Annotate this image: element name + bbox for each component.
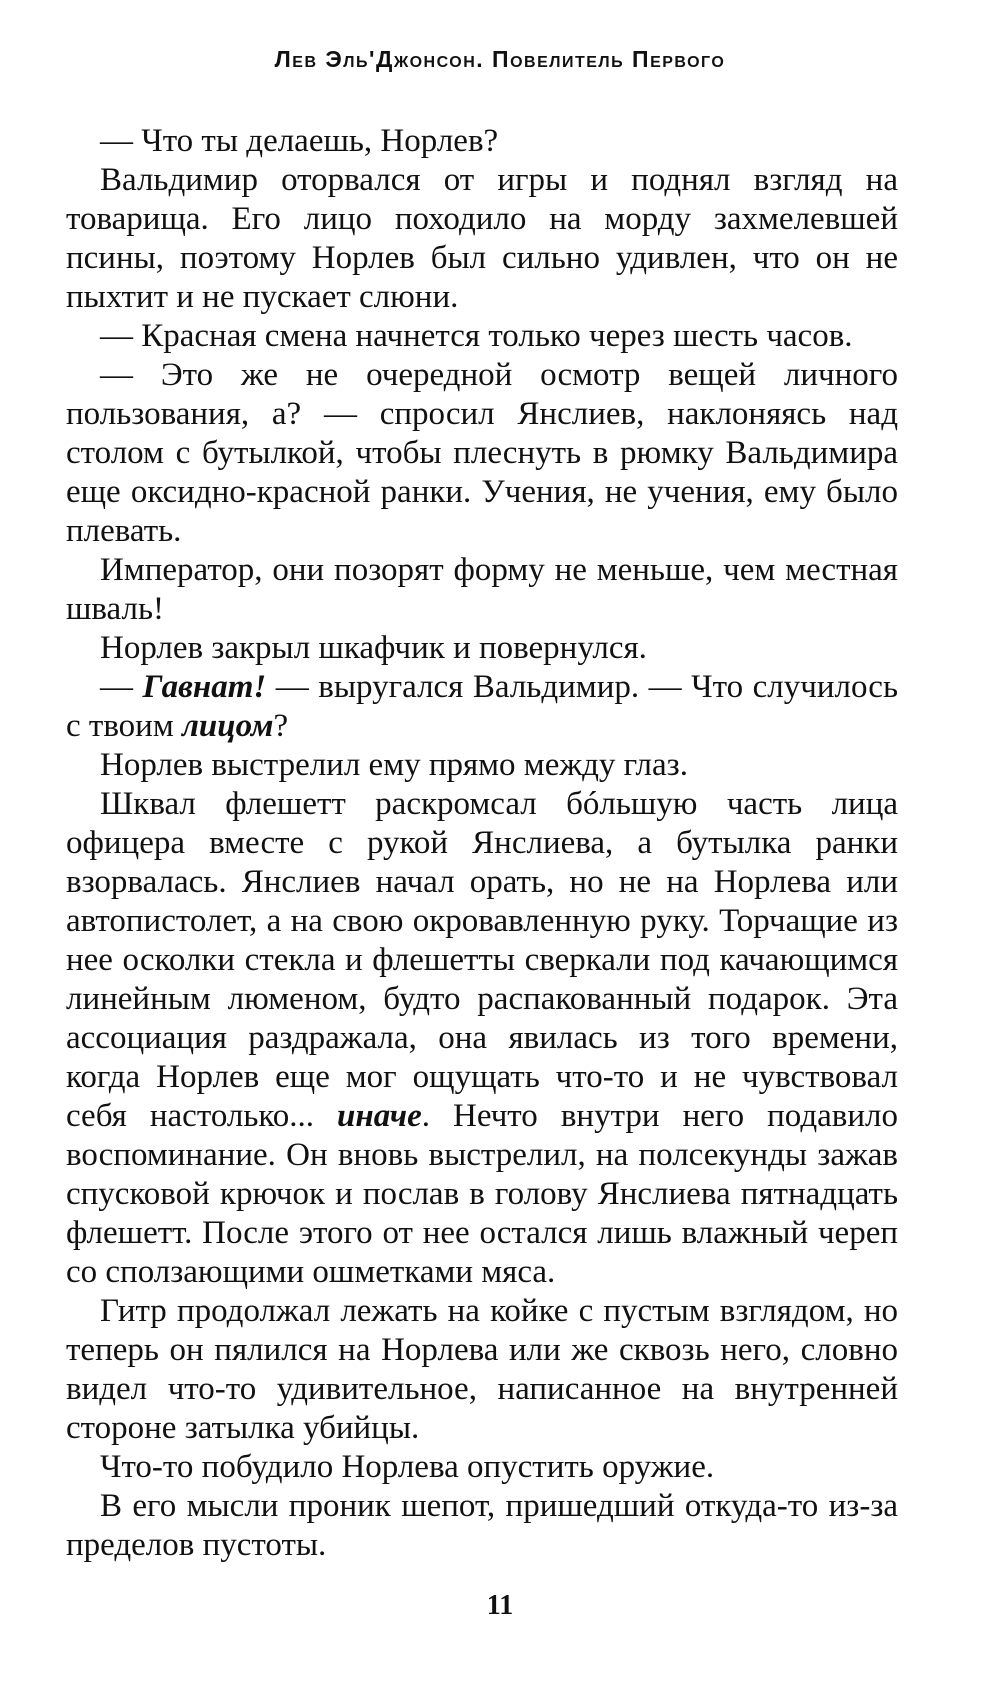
paragraph: Норлев закрыл шкафчик и повернулся. bbox=[100, 630, 647, 666]
paragraph: Император, они позорят форму не меньше, чем местная шваль! bbox=[66, 552, 898, 627]
paragraph: Вальдимир оторвался от игры и поднял взгляд на товарища. Его лицо походило на морду захмелевшей псины, поэтому Норлев был сильно удивлен, что он не пыхтит и не пускает слюни. bbox=[66, 162, 898, 315]
paragraph bbox=[66, 668, 898, 746]
paragraph: Что-то побудило Норлева опустить оружие. bbox=[100, 1449, 715, 1485]
paragraph: — Что ты делаешь, Норлев? bbox=[100, 123, 499, 159]
paragraph bbox=[66, 785, 898, 1292]
paragraph: Гитр продолжал лежать на койке с пустым взглядом, но теперь он пялился на Норлева или же сквозь него, словно видел что-то удивительное, написанное на внутренней стороне затылка убийцы. bbox=[66, 1293, 898, 1446]
running-head: Лев Эль'Джонсон. Повелитель Первого bbox=[274, 46, 726, 72]
text-run: . Нечто внутри него подавило воспоминание. Он вновь выстрелил, на полсекунды зажав спусковой крючок и послав в голову Янслиева пятнадцать флешетт. После этого от нее остался лишь влажный череп со сползающими ошметками мяса. bbox=[66, 1098, 898, 1290]
text-run: Шквал флешетт раскромсал бóльшую часть лица офицера вместе с рукой Янслиева, а бутылка ранки взорвалась. Янслиев начал орать, но не на Норлева или автопистолет, а на свою окровавленную руку. Торчащие из нее осколки стекла и флешетты сверкали под качающимся линейным люменом, будто распакованный подарок. Эта ассоциация раздражала, она явилась из того времени, когда Норлев еще мог ощущать что-то и не чувствовал себя настолько... bbox=[66, 786, 898, 1134]
body-text bbox=[66, 122, 898, 1565]
text-run: ? bbox=[273, 708, 289, 744]
text-run: — bbox=[100, 669, 143, 705]
paragraph: Норлев выстрелил ему прямо между глаз. bbox=[100, 747, 688, 783]
page-number: 11 bbox=[486, 1590, 514, 1621]
italic-run: иначе bbox=[337, 1098, 422, 1134]
italic-run: лицом bbox=[181, 708, 274, 744]
paragraph: В его мысли проник шепот, пришедший откуда-то из-за пределов пустоты. bbox=[66, 1488, 898, 1563]
paragraph: — Это же не очередной осмотр вещей личного пользования, а? — спросил Янслиев, наклоняясь над столом с бутылкой, чтобы плеснуть в рюмку Вальдимира еще оксидно-красной ранки. Учения, не учения, ему было плевать. bbox=[66, 357, 898, 549]
italic-run: Гавнат! bbox=[142, 669, 267, 705]
text-run: — выругался Вальдимир. — Что случилось с твоим bbox=[66, 669, 898, 744]
paragraph: — Красная смена начнется только через шесть часов. bbox=[100, 318, 853, 354]
